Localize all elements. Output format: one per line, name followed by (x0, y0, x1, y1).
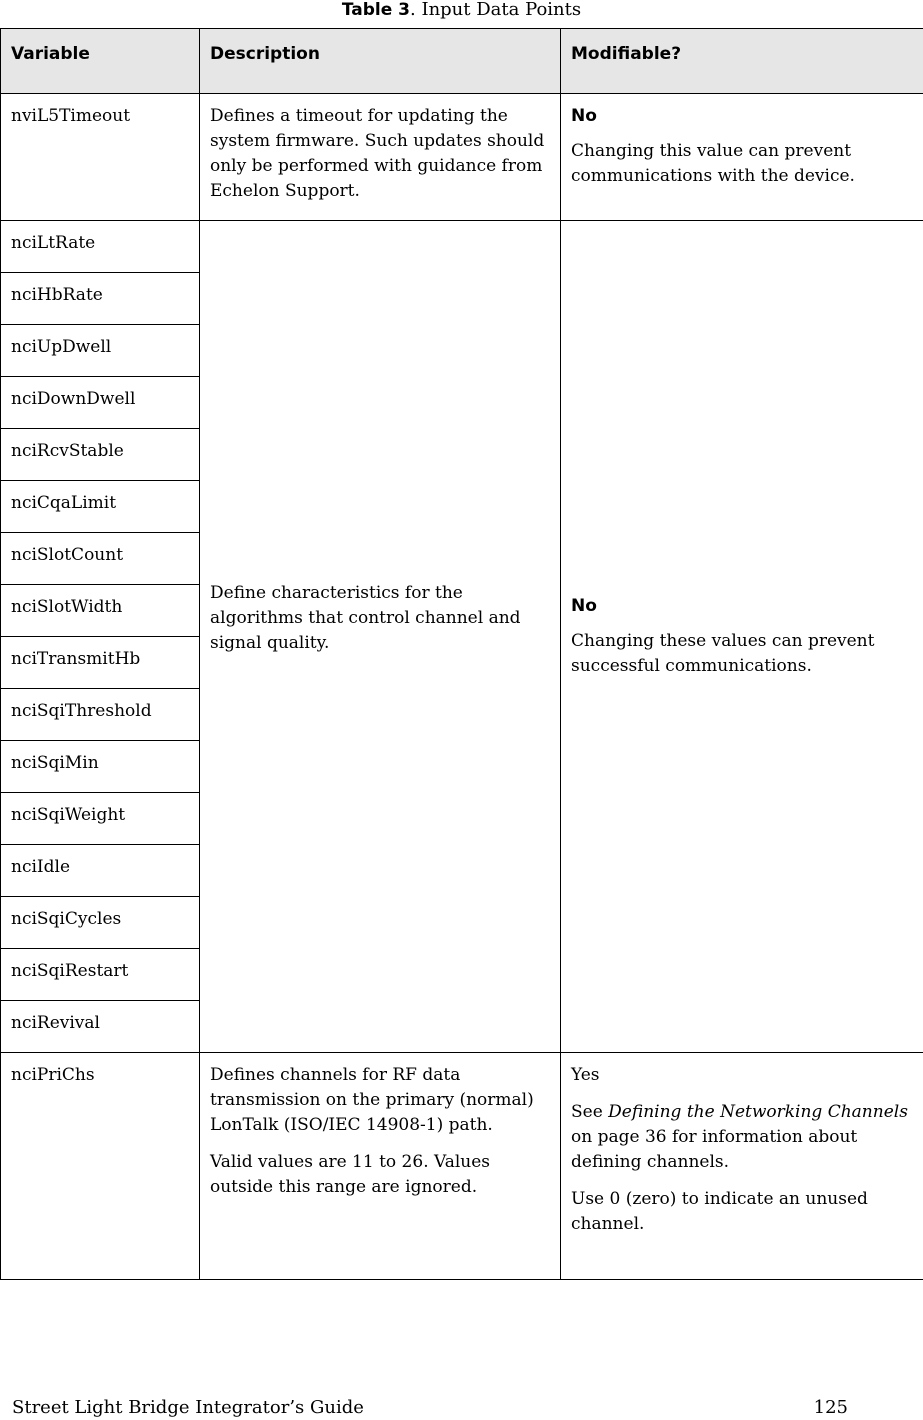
variable-cell: nciHbRate (1, 273, 200, 325)
variable-cell: nciSqiThreshold (1, 689, 200, 741)
modifiable-cell (561, 1053, 923, 1280)
header-description: Description (200, 29, 561, 94)
variable-cell: nciSqiRestart (1, 949, 200, 1001)
group-modifiable-flag: No (571, 594, 913, 619)
table-row (1, 1053, 923, 1280)
unused-channel-note: Use 0 (zero) to indicate an unused channel. (571, 1187, 913, 1237)
variable-cell: nciRcvStable (1, 429, 200, 481)
description-cell (200, 1053, 561, 1280)
variable-cell: nciIdle (1, 845, 200, 897)
see-prefix: See (571, 1102, 608, 1122)
page-number: 125 (814, 1396, 848, 1420)
modifiable-cell (561, 94, 923, 221)
group-description: Define characteristics for the algorithms that control channel and signal quality. (210, 581, 550, 656)
group-modifiable-cell (561, 221, 923, 1053)
header-row (1, 29, 923, 94)
modifiable-flag: No (571, 104, 913, 129)
variable-cell: nciLtRate (1, 221, 200, 273)
header-modifiable: Modifiable? (561, 29, 923, 94)
variable-cell: nciSlotCount (1, 533, 200, 585)
see-reference (571, 1100, 913, 1175)
table-caption (0, 0, 923, 21)
group-description-cell (200, 221, 561, 1053)
modifiable-note: Changing this value can prevent communications with the device. (571, 139, 913, 189)
input-data-points-table (0, 28, 923, 1280)
modifiable-flag: Yes (571, 1063, 913, 1088)
table-caption-label: Table 3 (342, 0, 410, 20)
variable-cell: nciSqiMin (1, 741, 200, 793)
page-footer (12, 1396, 842, 1420)
variable-cell: nciSqiCycles (1, 897, 200, 949)
description-paragraph: Valid values are 11 to 26. Values outside this range are ignored. (210, 1150, 550, 1200)
description-cell: Defines a timeout for updating the system firmware. Such updates should only be performed with guidance from Echelon Support. (200, 94, 561, 221)
table-caption-text: . Input Data Points (410, 0, 581, 20)
table-row (1, 94, 923, 221)
variable-cell: nciUpDwell (1, 325, 200, 377)
variable-cell: nciRevival (1, 1001, 200, 1053)
footer-title: Street Light Bridge Integrator’s Guide (12, 1397, 364, 1418)
see-suffix: on page 36 for information about defining channels. (571, 1127, 857, 1172)
variable-cell: nciSlotWidth (1, 585, 200, 637)
variable-cell: nciDownDwell (1, 377, 200, 429)
table-row (1, 221, 923, 273)
header-variable: Variable (1, 29, 200, 94)
variable-cell: nciSqiWeight (1, 793, 200, 845)
group-modifiable-note: Changing these values can prevent successful communications. (571, 629, 913, 679)
variable-cell: nciPriChs (1, 1053, 200, 1280)
cross-reference-link[interactable]: Defining the Networking Channels (608, 1102, 908, 1122)
variable-cell: nciCqaLimit (1, 481, 200, 533)
variable-cell: nviL5Timeout (1, 94, 200, 221)
variable-cell: nciTransmitHb (1, 637, 200, 689)
description-paragraph: Defines channels for RF data transmission on the primary (normal) LonTalk (ISO/IEC 14908-1) path. (210, 1063, 550, 1138)
